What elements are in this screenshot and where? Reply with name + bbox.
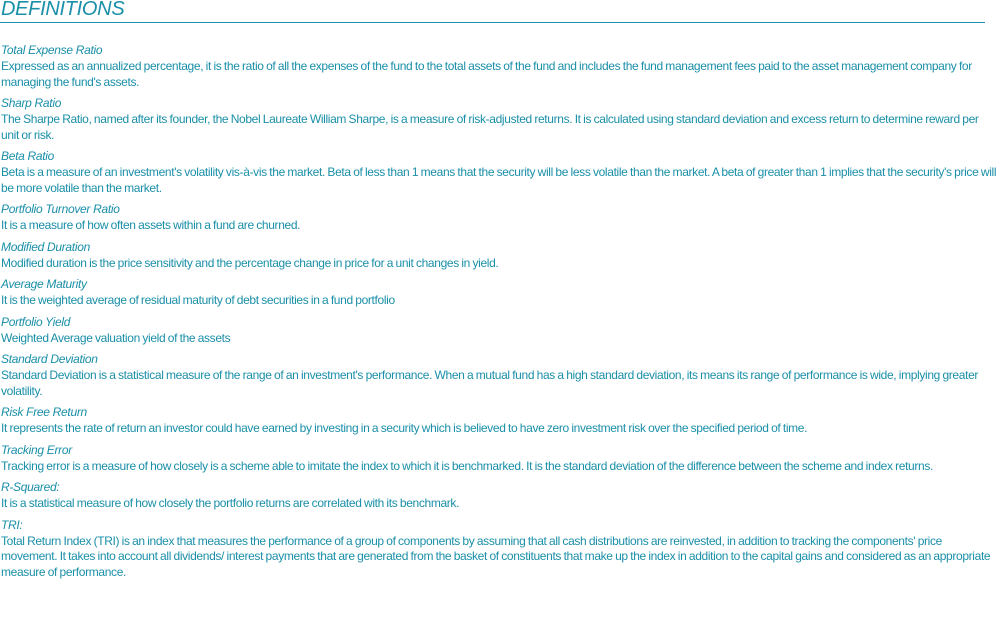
definition-item xyxy=(1,201,998,234)
definition-text: It represents the rate of return an investor could have earned by investing in a security which is believed to have zero investment risk over the specified period of time. xyxy=(1,421,808,435)
definition-text: It is a measure of how often assets within a fund are churned. xyxy=(1,218,301,232)
definition-term: Total Expense Ratio xyxy=(1,43,103,57)
definition-term: Modified Duration xyxy=(1,239,90,254)
definition-term: Average Maturity xyxy=(1,277,87,291)
definition-term: Standard Deviation xyxy=(1,352,98,366)
definition-text: Expressed as an annualized percentage, it is the ratio of all the expenses of the fund to the total assets of the fund and includes the fund management fees paid to the asset management company for managing the fund's assets. xyxy=(1,59,972,89)
definition-item xyxy=(1,148,998,196)
definition-text: Beta is a measure of an investment's volatility vis-à-vis the market. Beta of less than 1 means that the security will be less volatile than the market. A beta of greater than 1 implies that the security's price will be more volatile than the market. xyxy=(1,165,997,195)
definition-term: Portfolio Yield xyxy=(1,314,71,329)
definition-term: R-Squared: xyxy=(1,480,60,494)
definitions-list xyxy=(1,42,998,585)
definition-text: Standard Deviation is a statistical measure of the range of an investment's performance. When a mutual fund has a high standard deviation, its means its range of performance is wide, implying greater volatility. xyxy=(1,368,979,398)
definition-item xyxy=(1,276,998,309)
definition-item xyxy=(1,404,998,437)
definition-item xyxy=(1,479,998,512)
page-title: DEFINITIONS xyxy=(1,0,125,20)
definition-text: Tracking error is a measure of how closely is a scheme able to imitate the index to which it is benchmarked. It is the standard deviation of the difference between the scheme and index returns. xyxy=(1,458,933,473)
definition-term: Beta Ratio xyxy=(1,149,55,163)
definition-text: Modified duration is the price sensitivity and the percentage change in price for a unit changes in yield. xyxy=(1,255,499,270)
definition-term: TRI: xyxy=(1,517,23,532)
definition-text: Weighted Average valuation yield of the assets xyxy=(1,330,231,345)
definition-item xyxy=(1,351,998,399)
definition-item xyxy=(1,314,998,347)
definition-item xyxy=(1,42,998,90)
definition-item xyxy=(1,95,998,143)
definition-text: The Sharpe Ratio, named after its founder, the Nobel Laureate William Sharpe, is a measure of risk-adjusted returns. It is calculated using standard deviation and excess return to determine reward per unit or risk. xyxy=(1,112,979,142)
definition-term: Portfolio Turnover Ratio xyxy=(1,202,120,216)
definition-item xyxy=(1,239,998,272)
title-divider xyxy=(0,22,985,23)
definition-text: Total Return Index (TRI) is an index that measures the performance of a group of components by assuming that all cash distributions are reinvested, in addition to tracking the components' price movement. It takes into account all dividends/ interest payments that are generated from the basket of constituents that make up the index in addition to the capital gains and considered as an appropriate measure of performance. xyxy=(1,533,991,579)
definition-text: It is a statistical measure of how closely the portfolio returns are correlated with its benchmark. xyxy=(1,496,460,510)
definition-item xyxy=(1,517,998,581)
definition-term: Sharp Ratio xyxy=(1,96,62,110)
definition-term: Tracking Error xyxy=(1,442,72,457)
definition-item xyxy=(1,442,998,475)
definition-text: It is the weighted average of residual maturity of debt securities in a fund portfolio xyxy=(1,293,395,307)
definition-term: Risk Free Return xyxy=(1,405,87,419)
